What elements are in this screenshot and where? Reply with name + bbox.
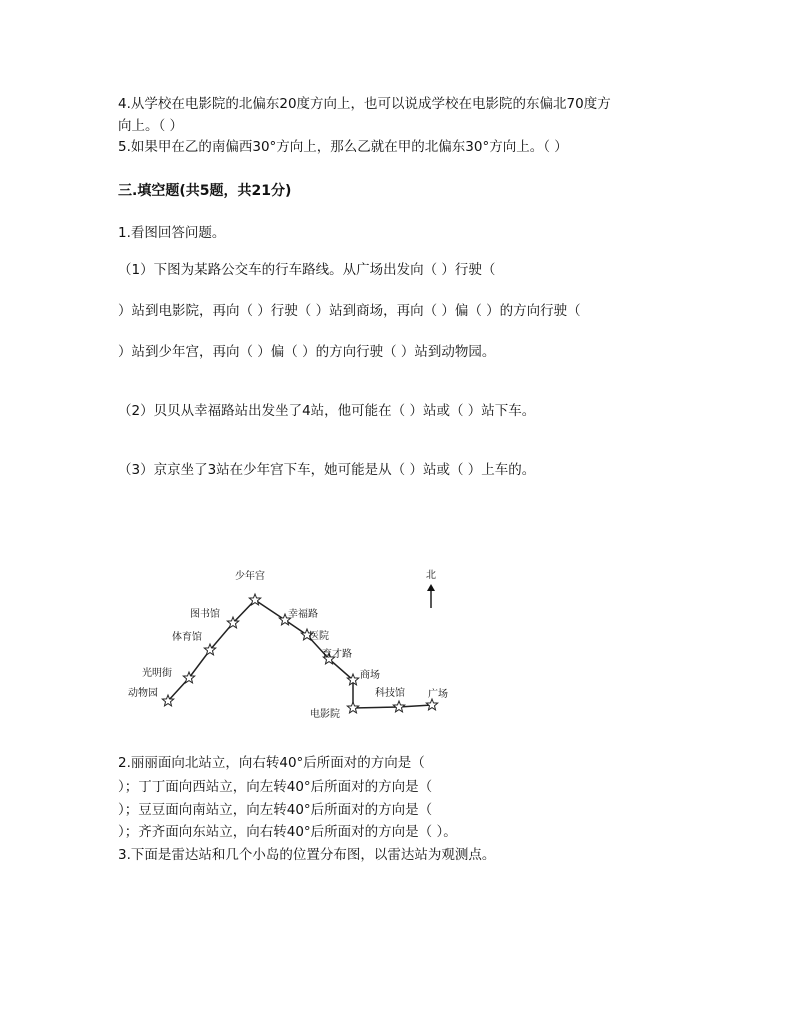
station-label-yucailu: 育才路 (322, 649, 352, 660)
station-star-icon (347, 702, 358, 713)
station-label-gymnasium: 体育馆 (172, 632, 202, 643)
q5-line: 5.如果甲在乙的南偏西30°方向上，那么乙就在甲的北偏东30°方向上。（ ） (118, 139, 568, 155)
station-star-icon (426, 699, 437, 710)
station-label-youth-palace: 少年宫 (235, 571, 265, 582)
fill2-line-3: ）；豆豆面向南站立，向左转40°后所面对的方向是（ (118, 802, 433, 818)
station-label-library: 图书馆 (190, 609, 220, 620)
section-title: 三.填空题(共5题，共21分) (118, 183, 292, 199)
fill3-line: 3.下面是雷达站和几个小岛的位置分布图，以雷达站为观测点。 (118, 847, 496, 863)
station-label-cinema: 电影院 (310, 709, 340, 720)
station-label-zoo: 动物园 (128, 688, 158, 699)
fill2-line-2: ）；丁丁面向西站立，向左转40°后所面对的方向是（ (118, 779, 433, 795)
north-arrow-icon (427, 584, 435, 608)
station-label-mall: 商场 (360, 670, 380, 681)
station-star-icon (393, 701, 404, 712)
north-label: 北 (426, 570, 436, 581)
fill1-intro: 1.看图回答问题。 (118, 225, 226, 241)
station-label-science-museum: 科技馆 (375, 688, 405, 699)
q4-line-2: 向上。（ ） (118, 118, 184, 134)
fill1-part1-line3: ）站到少年宫，再向（ ）偏（ ）的方向行驶（ ）站到动物园。 (118, 344, 496, 360)
fill2-line-1: 2.丽丽面向北站立，向右转40°后所面对的方向是（ (118, 755, 425, 771)
fill2-line-4: ）；齐齐面向东站立，向右转40°后所面对的方向是（ ）。 (118, 824, 457, 840)
q4-line-1: 4.从学校在电影院的北偏东20度方向上，也可以说成学校在电影院的东偏北70度方 (118, 96, 611, 112)
station-label-xingfulu: 幸福路 (288, 609, 318, 620)
station-label-square: 广场 (428, 689, 448, 700)
station-label-guangmingjie: 光明街 (142, 668, 172, 679)
station-label-hospital: 医院 (309, 631, 329, 642)
fill1-part1-line1: （1）下图为某路公交车的行车路线。从广场出发向（ ）行驶（ (118, 262, 496, 278)
fill1-part1-line2: ）站到电影院，再向（ ）行驶（ ）站到商场，再向（ ）偏（ ）的方向行驶（ (118, 303, 581, 319)
bus-route-map (110, 560, 470, 730)
fill1-part2: （2）贝贝从幸福路站出发坐了4站，他可能在（ ）站或（ ）站下车。 (118, 403, 536, 419)
fill1-part3: （3）京京坐了3站在少年宫下车，她可能是从（ ）站或（ ）上车的。 (118, 462, 536, 478)
